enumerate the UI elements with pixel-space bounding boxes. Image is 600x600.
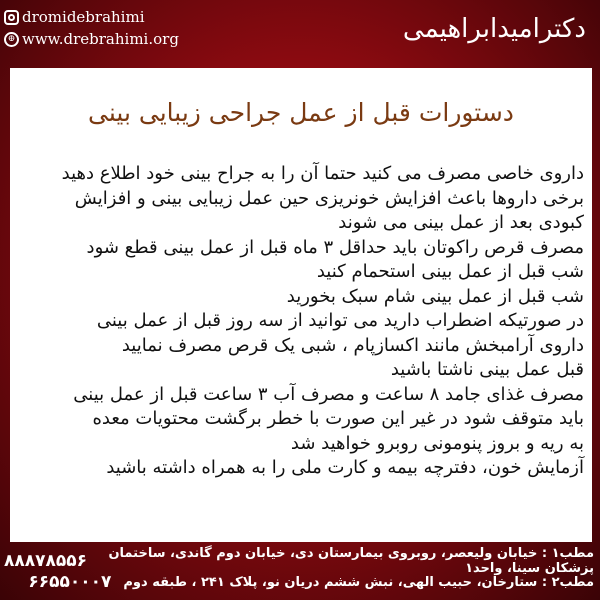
social-links bbox=[4, 6, 179, 50]
office1-address: مطب۱ : خیابان ولیعصر، روبروی بیمارستان دی، خیابان دوم گاندی، ساختمان پزشکان سینا، واحد۱ bbox=[108, 546, 594, 576]
instruction-line: داروی خاصی مصرف می کنید حتما آن را به جراح بینی خود اطلاع دهید bbox=[61, 163, 584, 184]
instruction-line: مصرف غذای جامد ۸ ساعت و مصرف آب ۳ ساعت قبل از عمل بینی bbox=[73, 383, 584, 405]
office2-row bbox=[4, 572, 594, 592]
instruction-line: در صورتیکه اضطراب دارید می توانید از سه روز قبل از عمل بینی bbox=[96, 310, 584, 331]
instructions-list bbox=[20, 162, 584, 481]
instruction-line: به ریه و بروز پنومونی روبرو خواهید شد bbox=[290, 432, 584, 454]
instruction-line: مصرف قرص راکوتان باید حداقل ۳ ماه قبل از عمل بینی قطع شود bbox=[86, 236, 584, 258]
office2-phone[interactable]: ۶۶۵۵۰۰۰۷ bbox=[28, 572, 112, 592]
brand-name: دکترامیدابراهیمی bbox=[402, 14, 586, 44]
instruction-line: باید متوقف شود در غیر این صورت با خطر برگشت محتویات معده bbox=[92, 408, 584, 429]
content-panel bbox=[10, 68, 592, 542]
instruction-line: آزمایش خون، دفترچه بیمه و کارت ملی را به همراه داشته باشید bbox=[106, 457, 584, 478]
globe-icon: ⊕ bbox=[4, 32, 19, 47]
instruction-line: قبل عمل بینی ناشتا باشید bbox=[390, 359, 584, 380]
instruction-line: کبودی بعد از عمل بینی می شوند bbox=[338, 212, 584, 233]
page-title: دستورات قبل از عمل جراحی زیبایی بینی bbox=[88, 98, 514, 127]
instagram-handle[interactable]: dromidebrahimi bbox=[22, 8, 145, 26]
instruction-line: برخی داروها باعث افزایش خونریزی حین عمل زیبایی بینی و افزایش bbox=[74, 187, 584, 209]
instruction-line: داروی آرامبخش مانند اکسازپام ، شبی یک قرص مصرف نمایید bbox=[121, 334, 584, 356]
website-link[interactable]: www.drebrahimi.org bbox=[22, 30, 179, 48]
office1-phone[interactable]: ۸۸۸۷۸۵۵۶ bbox=[4, 551, 88, 571]
instagram-icon bbox=[4, 10, 19, 25]
instruction-line: شب قبل از عمل بینی استحمام کنید bbox=[316, 261, 584, 282]
instruction-line: شب قبل از عمل بینی شام سبک بخورید bbox=[286, 285, 584, 307]
office2-address: مطب۲ : ستارخان، حبیب الهی، نبش ششم دریان نو، پلاک ۲۴۱ ، طبقه دوم bbox=[123, 574, 594, 590]
